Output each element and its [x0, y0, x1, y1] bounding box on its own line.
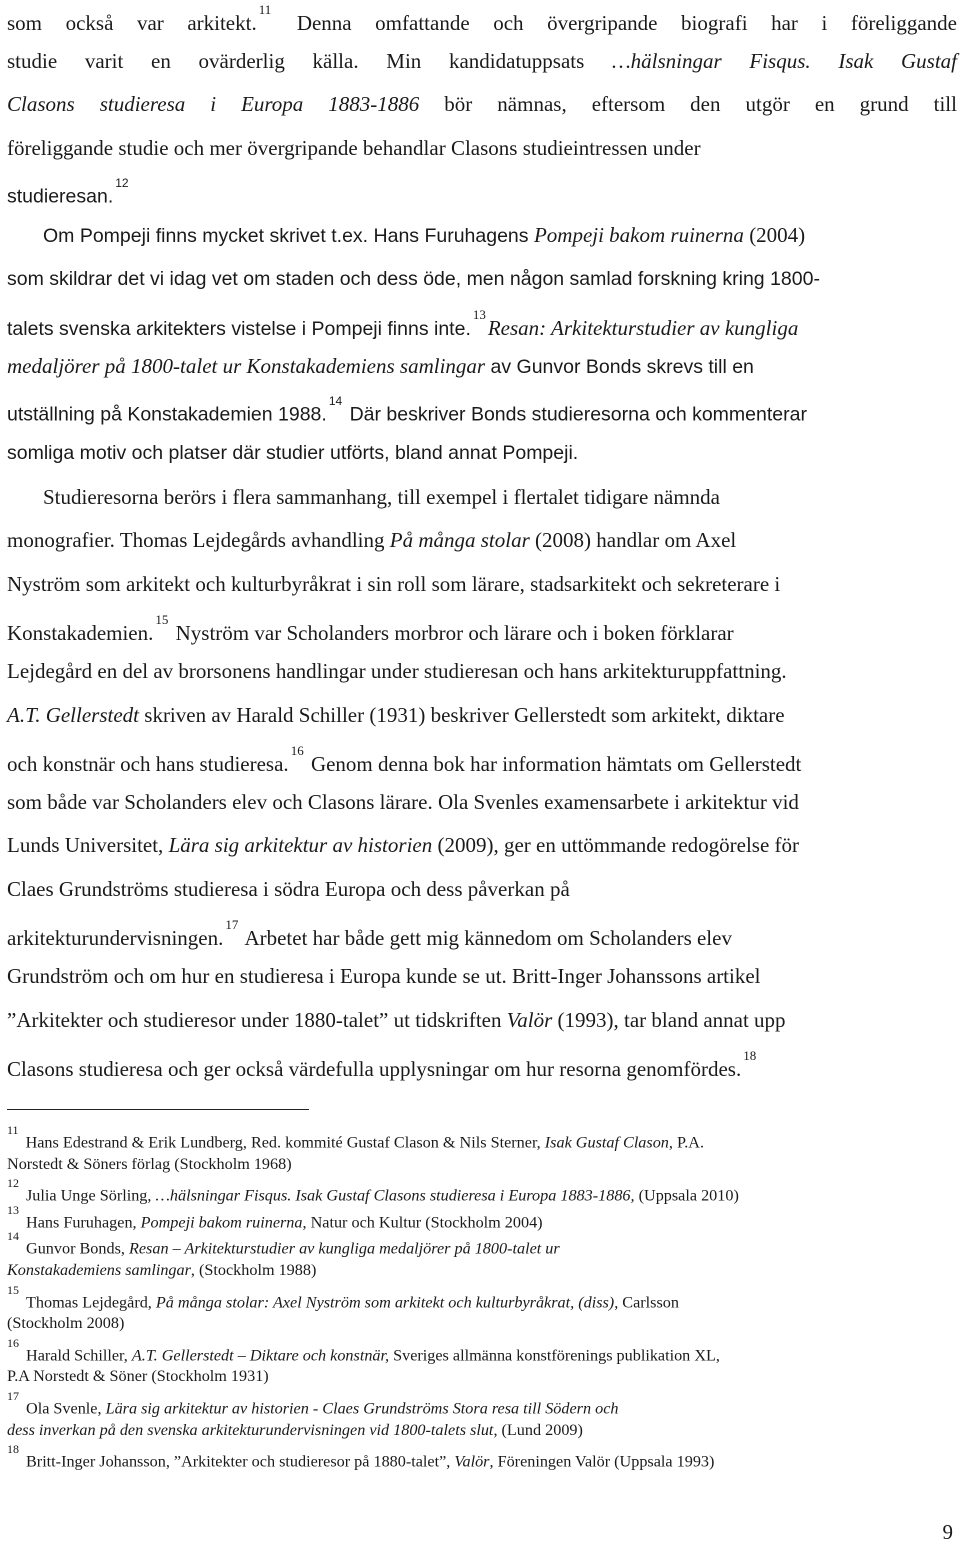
footnotes [7, 1124, 957, 1470]
footnote-ref[interactable]: 14 [328, 394, 343, 409]
text-run: Britt-Inger Johansson, ”Arkitekter och studieresor på 1880-talet”, [26, 1452, 455, 1471]
footnote-17 [7, 1390, 957, 1417]
text-run: som skildrar det vi idag vet om staden och dess öde, men någon samlad forskning kring 1800- [7, 267, 820, 290]
text-line [7, 1042, 957, 1086]
text-run: talets svenska arkitekters vistelse i Pompeji finns inte. [7, 318, 471, 341]
text-run: , Föreningen Valör (Uppsala 1993) [489, 1452, 715, 1471]
text-run: Grundström och om hur en studieresa i Europa kunde se ut. Britt-Inger Johanssons artikel [7, 964, 761, 989]
footnote-16-cont [7, 1363, 957, 1390]
text-line [7, 127, 957, 171]
footnote-ref[interactable]: 18 [743, 1048, 757, 1064]
text-line [7, 650, 957, 694]
italic-title: medaljörer på 1800-talet ur Konstakademiens samlingar [7, 353, 486, 378]
text-run: Lunds Universitet, [7, 833, 169, 858]
text-run: , (Lund 2009) [493, 1420, 583, 1439]
footnote-number: 12 [7, 1176, 19, 1191]
footnote-17-cont [7, 1417, 957, 1444]
text-run: Hans Furuhagens [368, 224, 534, 247]
text-run: Julia Unge Sörling, [26, 1186, 156, 1205]
footnote-ref[interactable]: 17 [225, 917, 239, 933]
text-run: (2009), ger en uttömmande redogörelse för [432, 833, 800, 858]
text-run: skriven av Harald Schiller (1931) beskriver Gellerstedt som arkitekt, diktare [139, 702, 785, 727]
italic-title: Resan: Arkitekturstudier av kungliga [487, 316, 799, 341]
footnote-number: 14 [7, 1229, 19, 1244]
text-run: studie varit en ovärderlig källa. Min kandidatuppsats [7, 48, 612, 73]
footnote-12 [7, 1177, 957, 1204]
text-line [7, 911, 957, 955]
text-line [7, 999, 957, 1043]
text-run: somliga motiv och platser där studier utförts, bland annat Pompeji. [7, 441, 579, 464]
text-run: , P.A. [668, 1133, 704, 1152]
text-run: ”Arkitekter och studieresor under 1880-talet” ut tidskriften [7, 1007, 507, 1032]
footnote-number: 15 [7, 1282, 19, 1297]
italic-title: Konstakademiens samlingar [7, 1260, 191, 1279]
italic-title: Lära sig arkitektur av historien - Claes Grundströms Stora resa till Södern och [105, 1399, 619, 1418]
italic-title: Pompeji bakom ruinerna [533, 222, 744, 247]
footnote-15 [7, 1284, 957, 1311]
italic-title: A.T. Gellerstedt [7, 702, 140, 727]
text-run: Konstakademien. [7, 621, 154, 646]
italic-title: Pompeji bakom ruinerna [140, 1213, 303, 1232]
text-line [7, 476, 957, 520]
italic-title: A.T. Gellerstedt – Diktare och konstnär, [131, 1346, 390, 1365]
text-line [7, 432, 957, 476]
text-line [7, 301, 957, 345]
text-run: utställning på Konstakademien 1988. [7, 403, 327, 426]
italic-title: dess inverkan på den svenska arkitekturundervisningen vid 1800-talets slut [7, 1420, 494, 1439]
footnote-number: 11 [7, 1123, 19, 1137]
text-run: , (Stockholm 1988) [190, 1260, 317, 1279]
text-line [7, 388, 957, 432]
footnote-14-cont [7, 1257, 957, 1284]
text-line [7, 0, 957, 40]
italic-title: Resan – Arkitekturstudier av kungliga medaljörer på 1800-talet ur [128, 1239, 560, 1258]
footnote-ref[interactable]: 11 [258, 2, 272, 17]
text-line [7, 824, 957, 868]
page-number: 9 [942, 1520, 953, 1544]
text-run: Genom denna bok har information hämtats om Gellerstedt [305, 752, 802, 777]
footnote-separator [7, 1109, 309, 1110]
text-run: (2008) handlar om Axel [529, 528, 737, 553]
text-run: (2004) [743, 222, 806, 247]
text-run: bör nämnas, eftersom den utgör en grund till [419, 92, 957, 117]
italic-title: …hälsningar Fisqus. Isak Gustaf [612, 48, 958, 73]
footnote-number: 16 [7, 1335, 19, 1350]
text-line [7, 40, 957, 84]
italic-title: Lära sig arkitektur av historien [168, 833, 433, 858]
text-line [7, 258, 957, 302]
text-run: P.A Norstedt & Söner (Stockholm 1931) [7, 1367, 269, 1386]
text-run: Claes Grundströms studieresa i södra Europa och dess påverkan på [7, 876, 570, 901]
text-run: (Uppsala 2010) [634, 1186, 739, 1205]
italic-title: Valör [454, 1452, 490, 1471]
text-line [7, 519, 957, 563]
italic-title: På många stolar [389, 528, 530, 553]
text-run: Hans Furuhagen, [26, 1213, 141, 1232]
footnote-number: 18 [7, 1442, 19, 1457]
text-run: som både var Scholanders elev och Clasons lärare. Ola Svenles examensarbete i arkitektur vid [7, 789, 799, 814]
footnote-18 [7, 1443, 957, 1470]
text-line [7, 170, 957, 214]
footnote-11-cont [7, 1151, 957, 1178]
text-run: (Stockholm 2008) [7, 1314, 125, 1333]
text-run: Hans Edestrand & Erik Lundberg, Red. kommité Gustaf Clason & Nils Sterner, [25, 1133, 545, 1152]
text-run: Norstedt & Söners förlag (Stockholm 1968) [7, 1154, 292, 1173]
text-run: , Natur och Kultur (Stockholm 2004) [302, 1213, 543, 1232]
text-run: Lejdegård en del av brorsonens handlingar under studieresan och hans arkitekturuppfattning. [7, 658, 787, 683]
text-run: (1993), tar bland annat upp [552, 1007, 786, 1032]
text-run: Arbetet har både gett mig kännedom om Scholanders elev [240, 926, 732, 951]
text-run: Denna omfattande och övergripande biografi har i föreliggande [273, 11, 957, 35]
text-run: Nyström som arkitekt och kulturbyråkrat i sin roll som lärare, stadsarkitekt och sekreterare i [7, 571, 781, 596]
text-run: föreliggande studie och mer övergripande behandlar Clasons studieintressen under [7, 135, 701, 160]
text-run: och konstnär och hans studieresa. [7, 752, 289, 777]
text-run: Harald Schiller, [26, 1346, 132, 1365]
italic-title: …hälsningar Fisqus. Isak Gustaf Clasons studieresa i Europa 1883-1886, [155, 1186, 635, 1205]
italic-title: Isak Gustaf Clason [544, 1133, 669, 1152]
footnote-number: 17 [7, 1388, 19, 1403]
footnote-14 [7, 1230, 957, 1257]
italic-title: Clasons studieresa i Europa 1883-1886 [7, 92, 420, 117]
footnote-11 [7, 1124, 957, 1151]
text-line [7, 781, 957, 825]
text-run: Studieresorna berörs i flera sammanhang, till exempel i flertalet tidigare nämnda [43, 484, 721, 509]
text-line [7, 606, 957, 650]
footnote-ref[interactable]: 16 [290, 743, 304, 759]
footnote-number: 13 [7, 1202, 19, 1217]
footnote-ref[interactable]: 13 [472, 307, 486, 323]
text-line [7, 737, 957, 781]
text-line [7, 868, 957, 912]
text-run: studieresan. [7, 185, 114, 208]
footnote-ref[interactable]: 12 [115, 176, 129, 191]
text-line [7, 563, 957, 607]
text-run: Ola Svenle, [26, 1399, 106, 1418]
text-run: av Gunvor Bonds skrevs till en [485, 355, 754, 378]
text-line [7, 955, 957, 999]
body-text [7, 0, 957, 1086]
text-run: Om Pompeji finns mycket skrivet t.ex. [43, 224, 369, 247]
text-run: monografier. Thomas Lejdegårds avhandling [7, 528, 390, 553]
text-run: Nyström var Scholanders morbror och lärare och i boken förklarar [170, 621, 734, 646]
text-run: Där beskriver Bonds studieresorna och kommenterar [344, 403, 807, 426]
footnote-ref[interactable]: 15 [155, 612, 169, 628]
text-run: , Carlsson [614, 1292, 679, 1311]
text-run: Clasons studieresa och ger också värdefulla upplysningar om hur resorna genomfördes. [7, 1057, 742, 1082]
footnote-13 [7, 1204, 957, 1231]
text-run: Thomas Lejdegård, [26, 1292, 156, 1311]
text-run: som också var arkitekt. [7, 11, 257, 35]
footnote-16 [7, 1337, 957, 1364]
text-line [7, 214, 957, 258]
text-run: arkitekturundervisningen. [7, 926, 224, 951]
text-run: Gunvor Bonds, [26, 1239, 129, 1258]
italic-title: Valör [506, 1007, 553, 1032]
text-run: Sveriges allmänna konstförenings publikation XL, [389, 1346, 720, 1365]
italic-title: På många stolar: Axel Nyström som arkitekt och kulturbyråkrat, (diss) [155, 1292, 615, 1311]
footnote-15-cont [7, 1310, 957, 1337]
text-line [7, 83, 957, 127]
text-line [7, 694, 957, 738]
text-line [7, 345, 957, 389]
